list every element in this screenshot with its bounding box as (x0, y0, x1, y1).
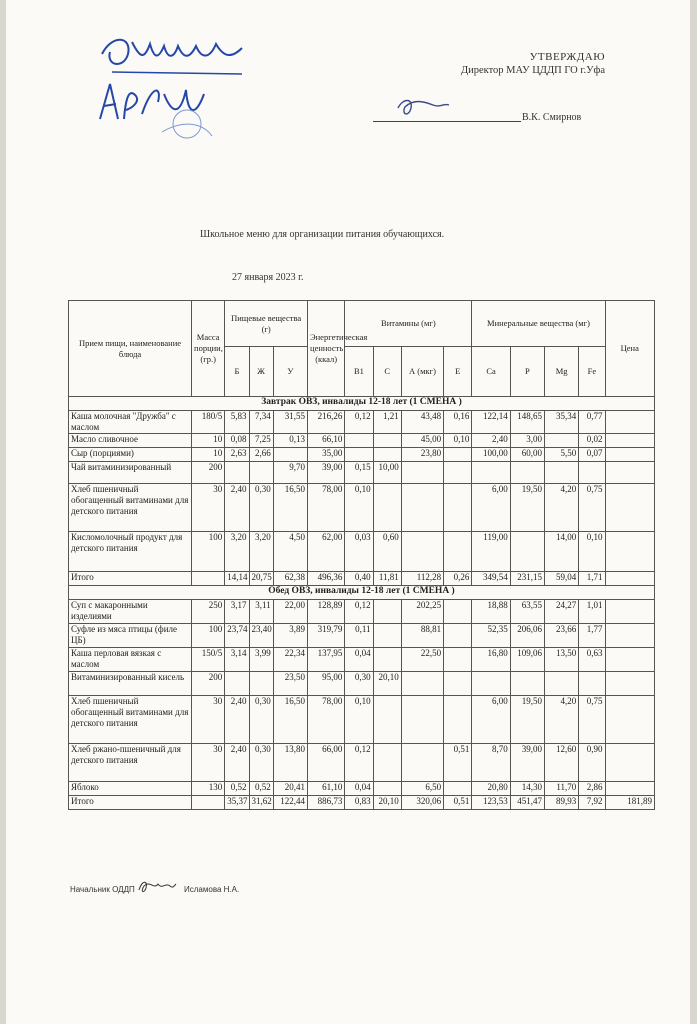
cell-price (605, 484, 654, 532)
header-protein: Б (225, 347, 249, 397)
cell-a: 6,50 (401, 782, 443, 796)
cell-price (605, 434, 654, 448)
cell-p: 14,30 (510, 782, 544, 796)
total-ca: 123,53 (472, 796, 510, 810)
cell-fe: 1,77 (579, 624, 605, 648)
cell-p (510, 672, 544, 696)
cell-u: 9,70 (273, 462, 307, 484)
total-label: Итого (69, 796, 192, 810)
cell-mass: 180/5 (192, 411, 225, 434)
total-zh: 31,62 (249, 796, 273, 810)
cell-mg (545, 672, 579, 696)
cell-energy: 137,95 (308, 648, 345, 672)
total-b: 14,14 (225, 572, 249, 586)
total-c: 11,81 (373, 572, 401, 586)
cell-fe: 2,86 (579, 782, 605, 796)
cell-ca: 20,80 (472, 782, 510, 796)
cell-c: 0,60 (373, 532, 401, 572)
cell-u: 22,34 (273, 648, 307, 672)
total-e: 0,26 (444, 572, 472, 586)
cell-p (510, 462, 544, 484)
cell-p (510, 532, 544, 572)
cell-mg: 13,50 (545, 648, 579, 672)
cell-zh: 0,30 (249, 484, 273, 532)
cell-b1: 0,04 (345, 648, 373, 672)
cell-b: 2,63 (225, 448, 249, 462)
dish-name: Суфле из мяса птицы (филе ЦБ) (69, 624, 192, 648)
director-name: В.К. Смирнов (522, 112, 582, 123)
cell-u: 22,00 (273, 600, 307, 624)
dish-name: Хлеб пшеничный обогащенный витаминами для детского питания (69, 696, 192, 744)
total-mass (192, 572, 225, 586)
cell-b: 2,40 (225, 484, 249, 532)
cell-ca: 52,35 (472, 624, 510, 648)
cell-b1 (345, 434, 373, 448)
cell-mass: 150/5 (192, 648, 225, 672)
total-price: 181,89 (605, 796, 654, 810)
cell-energy: 128,89 (308, 600, 345, 624)
director-signature-line (373, 121, 521, 122)
cell-ca: 16,80 (472, 648, 510, 672)
footer-name: Исламова Н.А. (184, 885, 240, 894)
cell-mass: 200 (192, 672, 225, 696)
cell-b: 3,20 (225, 532, 249, 572)
cell-c: 10,00 (373, 462, 401, 484)
cell-price (605, 672, 654, 696)
total-u: 62,38 (273, 572, 307, 586)
cell-fe: 0,07 (579, 448, 605, 462)
cell-b1: 0,12 (345, 744, 373, 782)
cell-fe: 1,01 (579, 600, 605, 624)
cell-zh: 0,52 (249, 782, 273, 796)
cell-p: 148,65 (510, 411, 544, 434)
cell-p: 39,00 (510, 744, 544, 782)
section-title: Завтрак ОВЗ, инвалиды 12-18 лет (1 СМЕНА ) (69, 397, 655, 411)
header-minerals: Минеральные вещества (мг) (472, 301, 605, 347)
cell-p: 206,06 (510, 624, 544, 648)
cell-mg: 24,27 (545, 600, 579, 624)
cell-a: 43,48 (401, 411, 443, 434)
cell-b1: 0,11 (345, 624, 373, 648)
cell-zh (249, 672, 273, 696)
cell-b1: 0,03 (345, 532, 373, 572)
cell-a: 88,81 (401, 624, 443, 648)
total-mg: 89,93 (545, 796, 579, 810)
cell-energy: 319,79 (308, 624, 345, 648)
cell-mass: 30 (192, 744, 225, 782)
cell-fe: 0,77 (579, 411, 605, 434)
total-energy: 496,36 (308, 572, 345, 586)
cell-e (444, 532, 472, 572)
cell-a: 23,80 (401, 448, 443, 462)
cell-price (605, 532, 654, 572)
total-mass (192, 796, 225, 810)
cell-b1: 0,12 (345, 411, 373, 434)
table-row (69, 411, 655, 434)
cell-energy: 66,10 (308, 434, 345, 448)
cell-b: 3,14 (225, 648, 249, 672)
cell-mg: 14,00 (545, 532, 579, 572)
cell-mg (545, 462, 579, 484)
cell-fe: 0,10 (579, 532, 605, 572)
cell-energy: 95,00 (308, 672, 345, 696)
cell-c (373, 600, 401, 624)
total-row (69, 572, 655, 586)
cell-c (373, 744, 401, 782)
cell-ca: 2,40 (472, 434, 510, 448)
cell-b1: 0,10 (345, 696, 373, 744)
cell-fe: 0,02 (579, 434, 605, 448)
dish-name: Кисломолочный продукт для детского питания (69, 532, 192, 572)
total-b: 35,37 (225, 796, 249, 810)
cell-e (444, 624, 472, 648)
dish-name: Сыр (порциями) (69, 448, 192, 462)
dish-name: Масло сливочное (69, 434, 192, 448)
header-vit-c: С (373, 347, 401, 397)
table-row (69, 484, 655, 532)
cell-fe: 0,90 (579, 744, 605, 782)
cell-zh: 0,30 (249, 744, 273, 782)
header-vit-b1: В1 (345, 347, 373, 397)
cell-u: 20,41 (273, 782, 307, 796)
dish-name: Каша молочная "Дружба" с маслом (69, 411, 192, 434)
cell-mg: 12,60 (545, 744, 579, 782)
cell-mg: 11,70 (545, 782, 579, 796)
cell-mass: 130 (192, 782, 225, 796)
total-mg: 59,04 (545, 572, 579, 586)
cell-price (605, 782, 654, 796)
cell-c (373, 434, 401, 448)
approval-stamp-handwriting (92, 24, 267, 144)
cell-zh: 7,34 (249, 411, 273, 434)
header-p: P (510, 347, 544, 397)
table-row (69, 782, 655, 796)
cell-mass: 250 (192, 600, 225, 624)
header-vitamins: Витамины (мг) (345, 301, 472, 347)
cell-u: 16,50 (273, 484, 307, 532)
cell-fe (579, 462, 605, 484)
cell-p: 19,50 (510, 484, 544, 532)
cell-energy: 61,10 (308, 782, 345, 796)
table-row (69, 696, 655, 744)
cell-ca (472, 672, 510, 696)
cell-b: 2,40 (225, 744, 249, 782)
total-row (69, 796, 655, 810)
cell-e: 0,16 (444, 411, 472, 434)
table-row (69, 434, 655, 448)
total-a: 112,28 (401, 572, 443, 586)
table-row (69, 462, 655, 484)
cell-a (401, 532, 443, 572)
cell-zh: 3,11 (249, 600, 273, 624)
cell-energy: 78,00 (308, 484, 345, 532)
cell-zh: 7,25 (249, 434, 273, 448)
cell-a (401, 696, 443, 744)
cell-e: 0,10 (444, 434, 472, 448)
cell-b: 0,08 (225, 434, 249, 448)
cell-a: 45,00 (401, 434, 443, 448)
total-fe: 1,71 (579, 572, 605, 586)
cell-a (401, 484, 443, 532)
table-row (69, 744, 655, 782)
header-mg: Mg (545, 347, 579, 397)
total-zh: 20,75 (249, 572, 273, 586)
cell-c: 20,10 (373, 672, 401, 696)
cell-ca: 6,00 (472, 696, 510, 744)
cell-b1: 0,15 (345, 462, 373, 484)
cell-mass: 200 (192, 462, 225, 484)
cell-ca: 100,00 (472, 448, 510, 462)
cell-e (444, 484, 472, 532)
cell-c (373, 782, 401, 796)
cell-ca: 6,00 (472, 484, 510, 532)
dish-name: Витаминизированный кисель (69, 672, 192, 696)
cell-u: 4,50 (273, 532, 307, 572)
cell-c: 1,21 (373, 411, 401, 434)
dish-name: Хлеб пшеничный обогащенный витаминами для детского питания (69, 484, 192, 532)
cell-price (605, 696, 654, 744)
cell-mass: 100 (192, 624, 225, 648)
section-header (69, 397, 655, 411)
approve-position: Директор МАУ ЦДДП ГО г.Уфа (460, 65, 605, 76)
cell-ca (472, 462, 510, 484)
cell-b1: 0,30 (345, 672, 373, 696)
cell-ca: 122,14 (472, 411, 510, 434)
dish-name: Хлеб ржано-пшеничный для детского питания (69, 744, 192, 782)
cell-b: 5,83 (225, 411, 249, 434)
total-u: 122,44 (273, 796, 307, 810)
cell-e: 0,51 (444, 744, 472, 782)
cell-b (225, 672, 249, 696)
cell-c (373, 696, 401, 744)
cell-energy: 216,26 (308, 411, 345, 434)
cell-fe: 0,63 (579, 648, 605, 672)
cell-p: 3,00 (510, 434, 544, 448)
header-ca: Ca (472, 347, 510, 397)
cell-price (605, 448, 654, 462)
cell-c (373, 484, 401, 532)
cell-p: 109,06 (510, 648, 544, 672)
cell-p: 19,50 (510, 696, 544, 744)
cell-ca: 18,88 (472, 600, 510, 624)
cell-e (444, 782, 472, 796)
cell-a (401, 462, 443, 484)
cell-u: 23,50 (273, 672, 307, 696)
cell-energy: 62,00 (308, 532, 345, 572)
approve-heading: УТВЕРЖДАЮ (529, 51, 605, 63)
cell-mass: 100 (192, 532, 225, 572)
cell-energy: 39,00 (308, 462, 345, 484)
cell-b: 0,52 (225, 782, 249, 796)
menu-table (68, 300, 655, 810)
cell-price (605, 600, 654, 624)
header-vit-a: А (мкг) (401, 347, 443, 397)
dish-name: Чай витаминизированный (69, 462, 192, 484)
cell-price (605, 462, 654, 484)
cell-a: 22,50 (401, 648, 443, 672)
total-ca: 349,54 (472, 572, 510, 586)
cell-u (273, 448, 307, 462)
cell-price (605, 744, 654, 782)
cell-u: 3,89 (273, 624, 307, 648)
dish-name: Каша перловая вязкая с маслом (69, 648, 192, 672)
total-b1: 0,40 (345, 572, 373, 586)
cell-b: 3,17 (225, 600, 249, 624)
cell-b1: 0,04 (345, 782, 373, 796)
cell-fe (579, 672, 605, 696)
table-row (69, 672, 655, 696)
cell-price (605, 624, 654, 648)
section-header (69, 586, 655, 600)
cell-energy: 66,00 (308, 744, 345, 782)
cell-b (225, 462, 249, 484)
cell-a (401, 744, 443, 782)
cell-mg: 23,66 (545, 624, 579, 648)
total-e: 0,51 (444, 796, 472, 810)
total-p: 451,47 (510, 796, 544, 810)
header-fat: Ж (249, 347, 273, 397)
cell-price (605, 411, 654, 434)
total-p: 231,15 (510, 572, 544, 586)
total-energy: 886,73 (308, 796, 345, 810)
cell-c (373, 448, 401, 462)
table-row (69, 448, 655, 462)
cell-zh: 3,99 (249, 648, 273, 672)
table-row (69, 532, 655, 572)
header-meal: Прием пищи, наименование блюда (69, 301, 192, 397)
table-row (69, 624, 655, 648)
footer-position: Начальник ОДДП (70, 885, 135, 894)
cell-p: 63,55 (510, 600, 544, 624)
cell-e (444, 696, 472, 744)
cell-mg: 4,20 (545, 484, 579, 532)
cell-b: 23,74 (225, 624, 249, 648)
cell-e (444, 672, 472, 696)
cell-mass: 10 (192, 448, 225, 462)
cell-mg: 35,34 (545, 411, 579, 434)
cell-price (605, 648, 654, 672)
cell-zh: 3,20 (249, 532, 273, 572)
cell-u: 16,50 (273, 696, 307, 744)
approval-block (405, 50, 605, 78)
header-mass: Масса порции, (гр.) (192, 301, 225, 397)
header-vit-e: Е (444, 347, 472, 397)
cell-zh (249, 462, 273, 484)
total-c: 20,10 (373, 796, 401, 810)
header-carbs: У (273, 347, 307, 397)
cell-u: 0,13 (273, 434, 307, 448)
cell-p: 60,00 (510, 448, 544, 462)
cell-zh: 0,30 (249, 696, 273, 744)
table-row (69, 648, 655, 672)
header-energy: Энергетическая ценность (ккал) (308, 301, 345, 397)
dish-name: Суп с макаронными изделиями (69, 600, 192, 624)
total-b1: 0,83 (345, 796, 373, 810)
director-signature (393, 93, 453, 123)
header-nutrients: Пищевые вещества (г) (225, 301, 308, 347)
dish-name: Яблоко (69, 782, 192, 796)
cell-e (444, 462, 472, 484)
table-row (69, 600, 655, 624)
cell-fe: 0,75 (579, 696, 605, 744)
cell-b1: 0,12 (345, 600, 373, 624)
cell-u: 13,80 (273, 744, 307, 782)
cell-c (373, 648, 401, 672)
header-price: Цена (605, 301, 654, 397)
cell-ca: 119,00 (472, 532, 510, 572)
cell-mass: 30 (192, 696, 225, 744)
cell-energy: 78,00 (308, 696, 345, 744)
cell-e (444, 448, 472, 462)
cell-a: 202,25 (401, 600, 443, 624)
cell-mass: 30 (192, 484, 225, 532)
cell-mg: 5,50 (545, 448, 579, 462)
cell-energy: 35,00 (308, 448, 345, 462)
cell-c (373, 624, 401, 648)
cell-mg (545, 434, 579, 448)
section-title: Обед ОВЗ, инвалиды 12-18 лет (1 СМЕНА ) (69, 586, 655, 600)
menu-table-body (69, 397, 655, 810)
cell-u: 31,55 (273, 411, 307, 434)
total-fe: 7,92 (579, 796, 605, 810)
cell-zh: 2,66 (249, 448, 273, 462)
cell-mass: 10 (192, 434, 225, 448)
document-title: Школьное меню для организации питания обучающихся. (200, 229, 445, 240)
footer-signature (136, 876, 178, 896)
cell-b: 2,40 (225, 696, 249, 744)
cell-b1 (345, 448, 373, 462)
cell-zh: 23,40 (249, 624, 273, 648)
document-date: 27 января 2023 г. (232, 272, 304, 283)
total-label: Итого (69, 572, 192, 586)
cell-e (444, 600, 472, 624)
cell-a (401, 672, 443, 696)
cell-fe: 0,75 (579, 484, 605, 532)
cell-b1: 0,10 (345, 484, 373, 532)
total-price (605, 572, 654, 586)
cell-e (444, 648, 472, 672)
cell-mg: 4,20 (545, 696, 579, 744)
header-fe: Fe (579, 347, 605, 397)
cell-ca: 8,70 (472, 744, 510, 782)
total-a: 320,06 (401, 796, 443, 810)
